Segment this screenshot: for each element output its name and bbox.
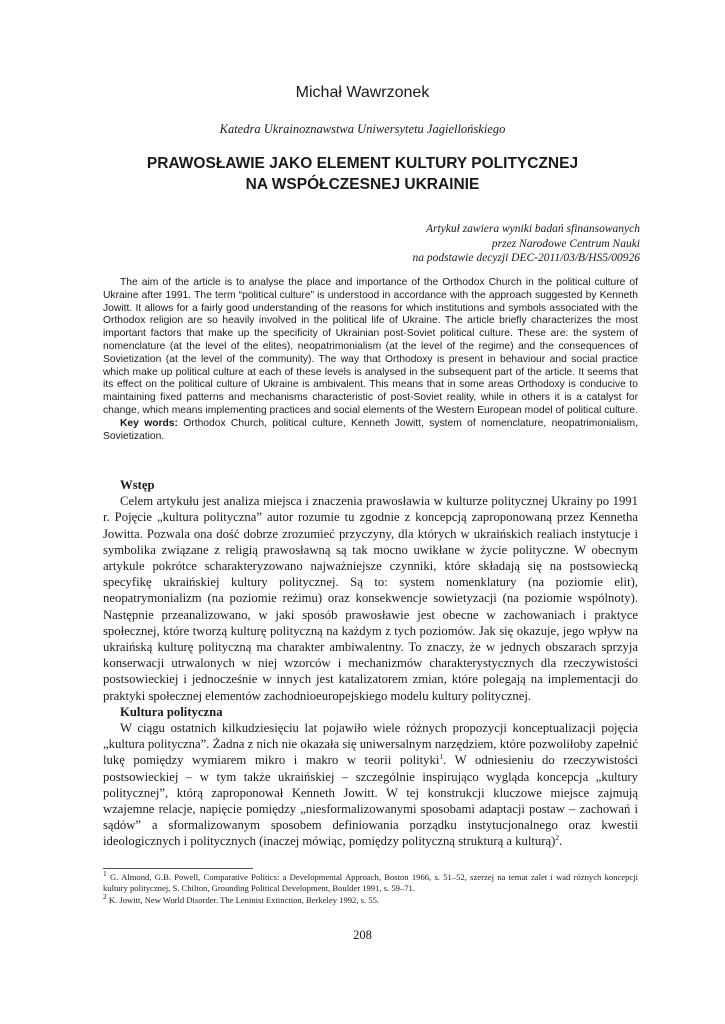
section-heading-intro: Wstęp bbox=[120, 478, 155, 492]
funding-note bbox=[412, 222, 640, 266]
footnote-mark: 1 bbox=[103, 869, 107, 879]
footnote-ref-2[interactable]: 2 bbox=[555, 833, 560, 843]
article-title bbox=[0, 153, 725, 195]
keywords-text: Orthodox Church, political culture, Kenneth Jowitt, system of nomenclature, neopatrimonialism, Sovietization. bbox=[103, 417, 638, 442]
article-body bbox=[103, 477, 638, 850]
funding-line: przez Narodowe Centrum Nauki bbox=[491, 237, 640, 250]
footnote-ref-1[interactable]: 1 bbox=[439, 752, 444, 762]
footnote-divider bbox=[103, 868, 253, 869]
section-heading-political-culture: Kultura polityczna bbox=[120, 704, 223, 719]
intro-paragraph: Celem artykułu jest analiza miejsca i znaczenia prawosławia w kulturze politycznej Ukrainy po 1991 r. Pojęcie „kultura polityczna” autor rozumie tu zgodnie z koncepcją zaproponowaną przez Kennetha Jowitta. Pozwala ona dość dobrze zrozumieć przyczyny, dla których w ukraińskich realiach instytucje i symbolika związane z religią prawosławną są tak mocno uwikłane w życie polityczne. W obecnym artykule pokrótce scharakteryzowano najważniejsze czynniki, które składają się na postsowiecką specyfikę ukraińskiej kultury politycznej. Są to: system nomenklatury (na poziomie elit), neopatrymonializm (na poziomie reżimu) oraz konsekwencje sowietyzacji (na poziomie wspólnoty). Następnie przeanalizowano, w jaki sposób prawosławie jest obecne w zachowaniach i praktyce społecznej, które tworzą kulturę polityczną na każdym z tych poziomów. Jak się okazuje, jego wpływ na ukraińską kulturę polityczną ma charakter ambiwalentny. To znaczy, że w jednych obszarach sprzyja konserwacji utrwalonych w niej wzorców i mechanizmów charakterystycznych dla rzeczywistości postsowieckiej i jednocześnie w innych jest katalizatorem zmian, które polegają na implementacji do praktyki społecznej elementów zachodnioeuropejskiego modelu kultury politycznej. bbox=[103, 494, 638, 703]
abstract bbox=[103, 277, 638, 443]
funding-line: na podstawie decyzji DEC-2011/03/B/HS5/00926 bbox=[412, 252, 640, 264]
footnote-2 bbox=[103, 891, 638, 906]
paragraph-text: . bbox=[559, 834, 563, 849]
paragraph-text: W ciągu ostatnich kilkudziesięciu lat pojawiło wiele różnych propozycji konceptualizacji pojęcia „kultura polityczna”. Żadna z nich nie okazała się uniwersalnym narzędziem, które pozwoliłoby zapełnić lukę pomiędzy wymiarem mikro i makro w teorii polityki bbox=[103, 721, 638, 768]
footnote-text: K. Jowitt, New World Disorder. The Leninist Extinction, Berkeley 1992, s. 55. bbox=[106, 894, 380, 905]
footnote-1 bbox=[103, 869, 638, 895]
title-line: NA WSPÓŁCZESNEJ UKRAINIE bbox=[245, 176, 480, 193]
funding-line: Artykuł zawiera wyniki badań sfinansowanych bbox=[425, 223, 640, 235]
author-name: Michał Wawrzonek bbox=[295, 84, 430, 101]
footnote-text: G. Almond, G.B. Powell, Comparative Politics: a Developmental Approach, Boston 1966, s. 51–52, szerzej na temat zalet i wad różnych koncepcji kultury politycznej, S. Chilton, Grounding Political Development, Boulder 1991, s. 59–71. bbox=[103, 872, 638, 894]
keywords bbox=[103, 418, 638, 444]
author-affiliation: Katedra Ukrainoznawstwa Uniwersytetu Jagiellońskiego bbox=[219, 122, 506, 136]
paragraph-text: . W odniesieniu do rzeczywistości postsowieckiej – w tym także ukraińskiej – szczególnie inspirująco wygląda koncepcja „kultury politycznej”, którą zaproponował Kenneth Jowitt. W tej konstrukcji kluczowe miejsce zajmują wzajemne relacje, napięcie pomiędzy „niesformalizowanymi sposobami adaptacji postaw – zachowań i sądów” a sformalizowanym sposobem definiowania porządku instytucjonalnego oraz kwestii ideologicznych i politycznych (inaczej mówiąc, pomiędzy polityczną strukturą a kulturą) bbox=[103, 753, 638, 849]
keywords-label: Key words: bbox=[120, 417, 178, 429]
title-line: PRAWOSŁAWIE JAKO ELEMENT KULTURY POLITYCZNEJ bbox=[146, 155, 579, 172]
abstract-text: The aim of the article is to analyse the place and importance of the Orthodox Church in the political culture of Ukraine after 1991. The term “political culture” is understood in accordance with the approach suggested by Kenneth Jowitt. It allows for a fairly good understanding of the reasons for which institutions and symbols associated with the Orthodox religion are so heavily involved in the political life of Ukraine. The article briefly characterizes the most important factors that make up the specificity of Ukrainian post-Soviet political culture. These are: the system of nomenclature (at the level of the elites), neopatrimonialism (at the level of the regime) and the consequences of Sovietization (at the level of the community). The way that Orthodoxy is present in behaviour and social practice which make up political culture at each of these levels is analysed in the subsequent part of the article. It seems that its effect on the political culture of Ukraine is ambivalent. This means that in some areas Orthodoxy is conducive to maintaining fixed patterns and mechanisms characteristic of post-Soviet reality, while in others it is a catalyst for change, which means implementing practices and social elements of the Western European model of political culture. bbox=[103, 277, 638, 416]
footnote-mark: 2 bbox=[103, 891, 107, 901]
footnotes bbox=[103, 869, 638, 906]
political-culture-paragraph bbox=[103, 720, 638, 850]
page-number: 208 bbox=[353, 928, 372, 942]
